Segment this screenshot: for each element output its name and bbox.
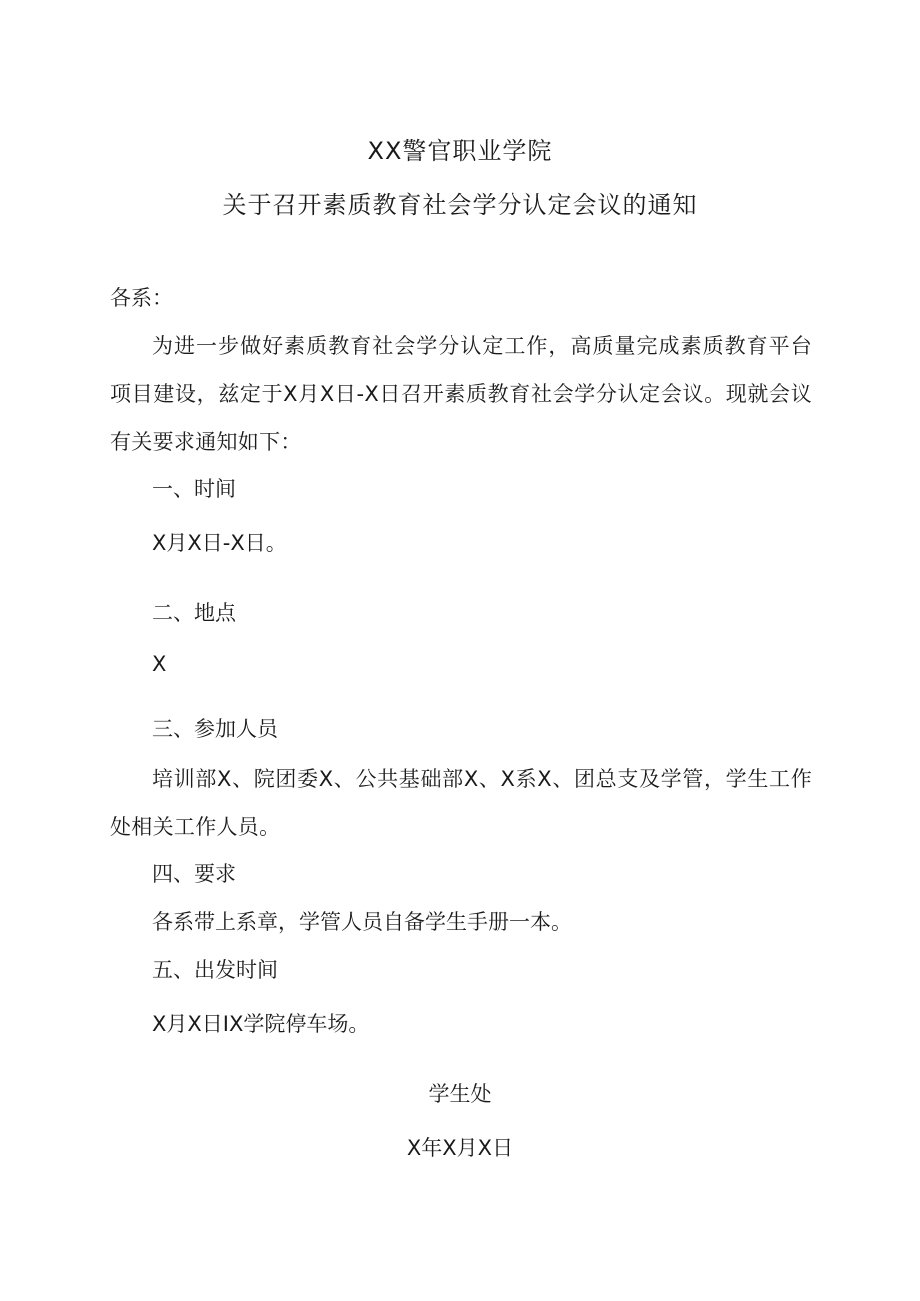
notice-title: 关于召开素质教育社会学分认定会议的通知	[222, 191, 698, 219]
section-content-location: X	[152, 652, 167, 676]
section-heading-departure: 五、出发时间	[152, 958, 278, 982]
section-content-requirements: 各系带上系章，学管人员自备学生手册一本。	[152, 910, 572, 934]
section-content-time: X月X日-X日。	[152, 531, 287, 555]
issue-date: X年X月X日	[406, 1136, 514, 1160]
section-heading-time: 一、时间	[152, 477, 236, 501]
section-content-departure: X月X日IX学院停车场。	[152, 1012, 370, 1036]
intro-paragraph: 为进一步做好素质教育社会学分认定工作，高质量完成素质教育平台项目建设，兹定于X月X日-X日召开素质教育社会学分认定会议。现就会议有关要求通知如下：	[110, 334, 812, 454]
section-heading-location: 二、地点	[152, 601, 236, 625]
institution-title: XX警官职业学院	[367, 137, 553, 165]
section-content-attendees: 培训部X、院团委X、公共基础部X、X系X、团总支及学管，学生工作处相关工作人员。	[110, 767, 812, 839]
issuer: 学生处	[428, 1082, 492, 1106]
salutation: 各系：	[110, 286, 173, 310]
section-heading-requirements: 四、要求	[152, 862, 236, 886]
section-heading-attendees: 三、参加人员	[152, 717, 278, 741]
